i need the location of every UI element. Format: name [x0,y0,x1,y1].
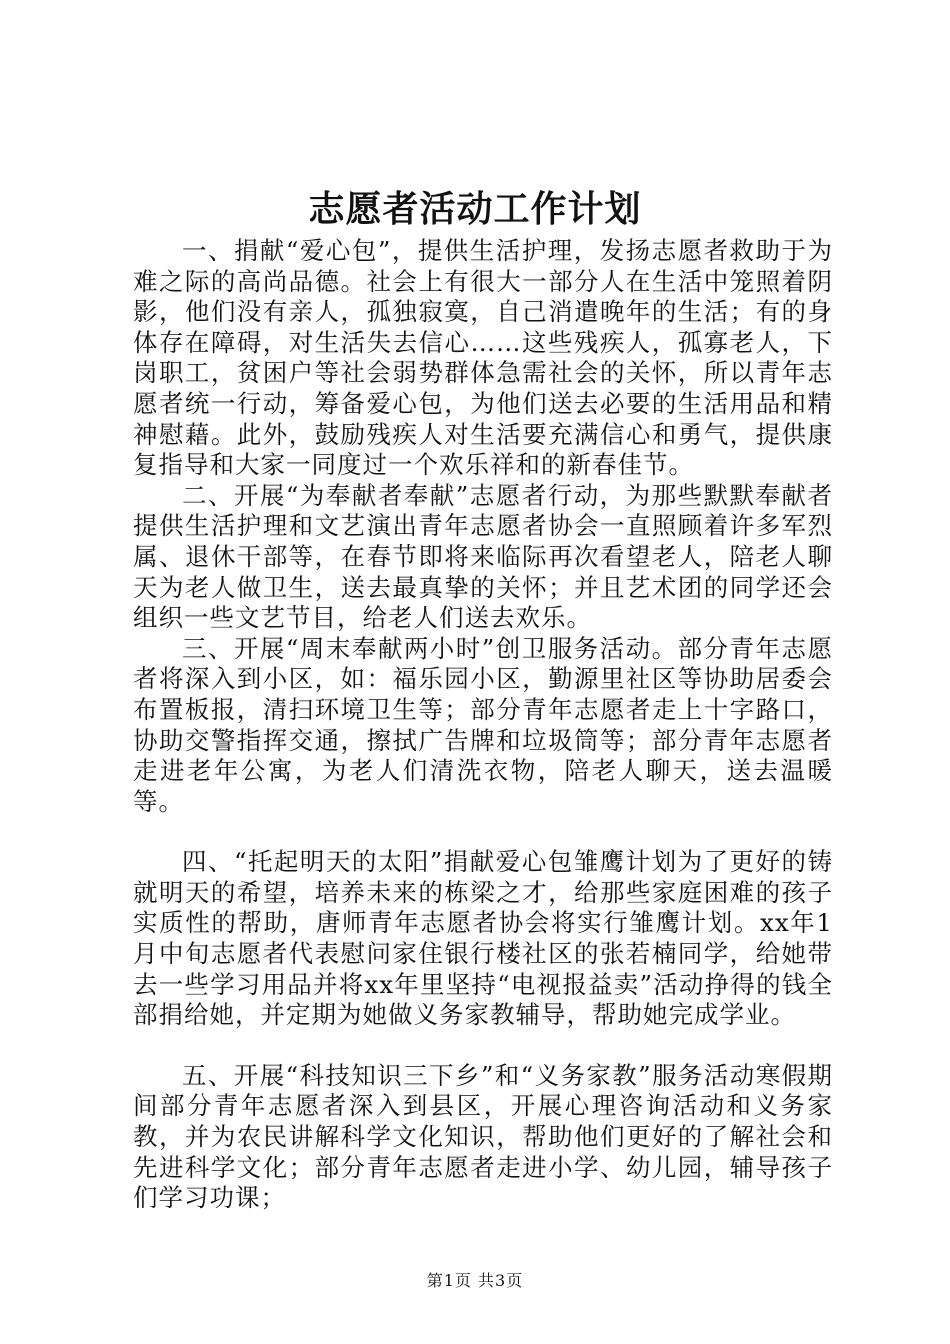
paragraph-3: 三、开展“周末奉献两小时”创卫服务活动。部分青年志愿者将深入到小区，如：福乐园小区，勤源里社区等协助居委会布置板报，清扫环境卫生等；部分青年志愿者走上十字路口，协助交警指挥交通，擦拭广告牌和垃圾筒等；部分青年志愿者走进老年公寓，为老人们清洗衣物，陪老人聊天，送去温暖等。 [133,633,833,816]
paragraph-1: 一、捐献“爱心包”，提供生活护理，发扬志愿者救助于为难之际的高尚品德。社会上有很大一部分人在生活中笼照着阴影，他们没有亲人，孤独寂寞，自己消遣晚年的生活；有的身体存在障碍，对生活失去信心……这些残疾人，孤寡老人，下岗职工，贫困户等社会弱势群体急需社会的关怀，所以青年志愿者统一行动，筹备爱心包，为他们送去必要的生活用品和精神慰藉。此外，鼓励残疾人对生活要充满信心和勇气，提供康复指导和大家一同度过一个欢乐祥和的新春佳节。 [133,236,833,480]
document-body [133,236,833,1214]
paragraph-2: 二、开展“为奉献者奉献”志愿者行动，为那些默默奉献者提供生活护理和文艺演出青年志愿者协会一直照顾着许多军烈属、退休干部等，在春节即将来临际再次看望老人，陪老人聊天为老人做卫生，送去最真挚的关怀；并且艺术团的同学还会组织一些文艺节目，给老人们送去欢乐。 [133,480,833,633]
paragraph-4: 四、“托起明天的太阳”捐献爱心包雏鹰计划为了更好的铸就明天的希望，培养未来的栋梁之才，给那些家庭困难的孩子实质性的帮助，唐师青年志愿者协会将实行雏鹰计划。xx年1月中旬志愿者代表慰问家住银行楼社区的张若楠同学，给她带去一些学习用品并将xx年里坚持“电视报益卖”活动挣得的钱全部捐给她，并定期为她做义务家教辅导，帮助她完成学业。 [133,847,833,1030]
document-title: 志愿者活动工作计划 [308,188,642,230]
page-footer: 第1页 共3页 [426,1271,524,1290]
paragraph-5: 五、开展“科技知识三下乡”和“义务家教”服务活动寒假期间部分青年志愿者深入到县区，开展心理咨询活动和义务家教，并为农民讲解科学文化知识，帮助他们更好的了解社会和先进科学文化；部分青年志愿者走进小学、幼儿园，辅导孩子们学习功课； [133,1060,833,1213]
